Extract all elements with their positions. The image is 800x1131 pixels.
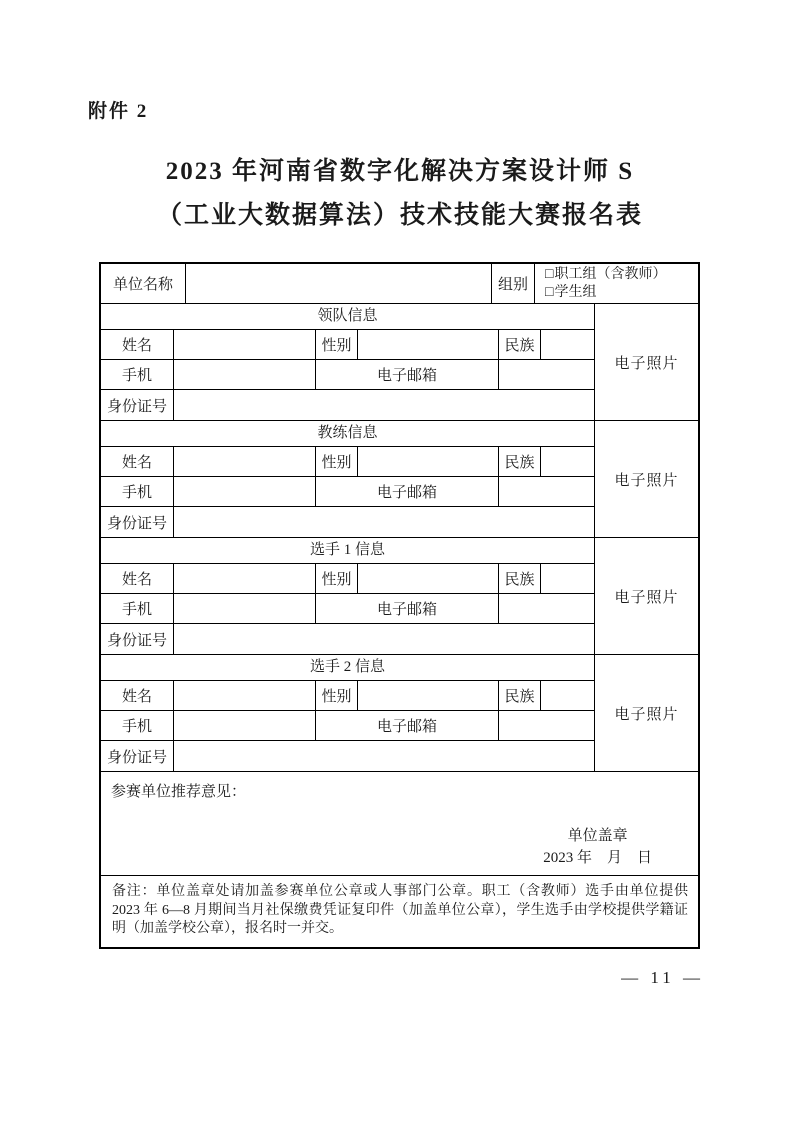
- group-option-student-label: 学生组: [554, 284, 597, 300]
- email-input-cell: [499, 711, 594, 740]
- gender-input-cell: [358, 564, 499, 593]
- ethnicity-input-cell: [541, 681, 594, 710]
- id-number-input-cell: [174, 741, 594, 771]
- attachment-label: 附件 2: [88, 101, 149, 122]
- unit-group-row: [101, 264, 698, 304]
- email-input-cell: [499, 360, 594, 389]
- gender-input-cell: [358, 447, 499, 476]
- section-player-1: [101, 538, 698, 655]
- section-coach: [101, 421, 698, 538]
- gender-label: 性别: [316, 564, 358, 593]
- phone-label: 手机: [101, 477, 174, 506]
- ethnicity-input-cell: [541, 447, 594, 476]
- group-options-cell: [535, 264, 698, 303]
- phone-input-cell: [174, 477, 316, 506]
- id-number-input-cell: [174, 624, 594, 654]
- id-number-input-cell: [174, 390, 594, 420]
- ethnicity-label: 民族: [499, 447, 541, 476]
- unit-name-input-cell: [186, 264, 492, 303]
- phone-input-cell: [174, 711, 316, 740]
- checkbox-student-icon: □: [545, 284, 554, 300]
- ethnicity-input-cell: [541, 330, 594, 359]
- registration-form-table: [99, 262, 700, 949]
- email-label: 电子邮箱: [316, 360, 499, 389]
- group-label: 组别: [492, 264, 535, 303]
- name-label: 姓名: [101, 447, 174, 476]
- form-title: [0, 150, 800, 238]
- form-title-line2: （工业大数据算法）技术技能大赛报名表: [156, 202, 643, 229]
- name-label: 姓名: [101, 681, 174, 710]
- id-number-label: 身份证号: [101, 390, 174, 420]
- phone-input-cell: [174, 594, 316, 623]
- section-title-player-2: 选手 2 信息: [101, 655, 594, 681]
- name-input-cell: [174, 681, 316, 710]
- checkbox-staff-icon: □: [545, 266, 554, 282]
- email-label: 电子邮箱: [316, 477, 499, 506]
- id-number-input-cell: [174, 507, 594, 537]
- phone-label: 手机: [101, 594, 174, 623]
- ethnicity-input-cell: [541, 564, 594, 593]
- seal-label: 单位盖章: [567, 828, 628, 844]
- ethnicity-label: 民族: [499, 564, 541, 593]
- photo-cell: 电子照片: [614, 472, 679, 489]
- gender-input-cell: [358, 681, 499, 710]
- gender-label: 性别: [316, 681, 358, 710]
- section-title-coach: 教练信息: [101, 421, 594, 447]
- seal-date: 2023 年 月 日: [543, 850, 652, 866]
- photo-cell: 电子照片: [614, 589, 679, 606]
- note-cell: 备注：单位盖章处请加盖参赛单位公章或人事部门公章。职工（含教师）选手由单位提供 2023 年 6—8 月期间当月社保缴费凭证复印件（加盖单位公章），学生选手由学校提供学籍证明（加盖学校公章），报名时一并交。: [112, 884, 688, 936]
- gender-label: 性别: [316, 330, 358, 359]
- phone-label: 手机: [101, 360, 174, 389]
- photo-cell: 电子照片: [614, 355, 679, 372]
- group-option-staff: [545, 266, 698, 284]
- phone-input-cell: [174, 360, 316, 389]
- name-label: 姓名: [101, 330, 174, 359]
- name-label: 姓名: [101, 564, 174, 593]
- name-input-cell: [174, 564, 316, 593]
- email-input-cell: [499, 594, 594, 623]
- name-input-cell: [174, 330, 316, 359]
- seal-block: [543, 825, 652, 869]
- form-title-line1: 2023 年河南省数字化解决方案设计师 S: [165, 158, 635, 185]
- section-player-2: [101, 655, 698, 772]
- section-team-leader: [101, 304, 698, 421]
- gender-label: 性别: [316, 447, 358, 476]
- recommendation-cell: [101, 772, 698, 876]
- gender-input-cell: [358, 330, 499, 359]
- group-option-student: [545, 284, 698, 302]
- photo-cell: 电子照片: [614, 706, 679, 723]
- id-number-label: 身份证号: [101, 624, 174, 654]
- id-number-label: 身份证号: [101, 741, 174, 771]
- email-input-cell: [499, 477, 594, 506]
- recommendation-label: 参赛单位推荐意见：: [111, 784, 247, 800]
- email-label: 电子邮箱: [316, 594, 499, 623]
- ethnicity-label: 民族: [499, 681, 541, 710]
- group-option-staff-label: 职工组（含教师）: [554, 266, 667, 282]
- name-input-cell: [174, 447, 316, 476]
- id-number-label: 身份证号: [101, 507, 174, 537]
- email-label: 电子邮箱: [316, 711, 499, 740]
- section-title-team-leader: 领队信息: [101, 304, 594, 330]
- section-title-player-1: 选手 1 信息: [101, 538, 594, 564]
- unit-name-label: 单位名称: [101, 264, 186, 303]
- phone-label: 手机: [101, 711, 174, 740]
- ethnicity-label: 民族: [499, 330, 541, 359]
- page-number: — 11 —: [621, 968, 704, 987]
